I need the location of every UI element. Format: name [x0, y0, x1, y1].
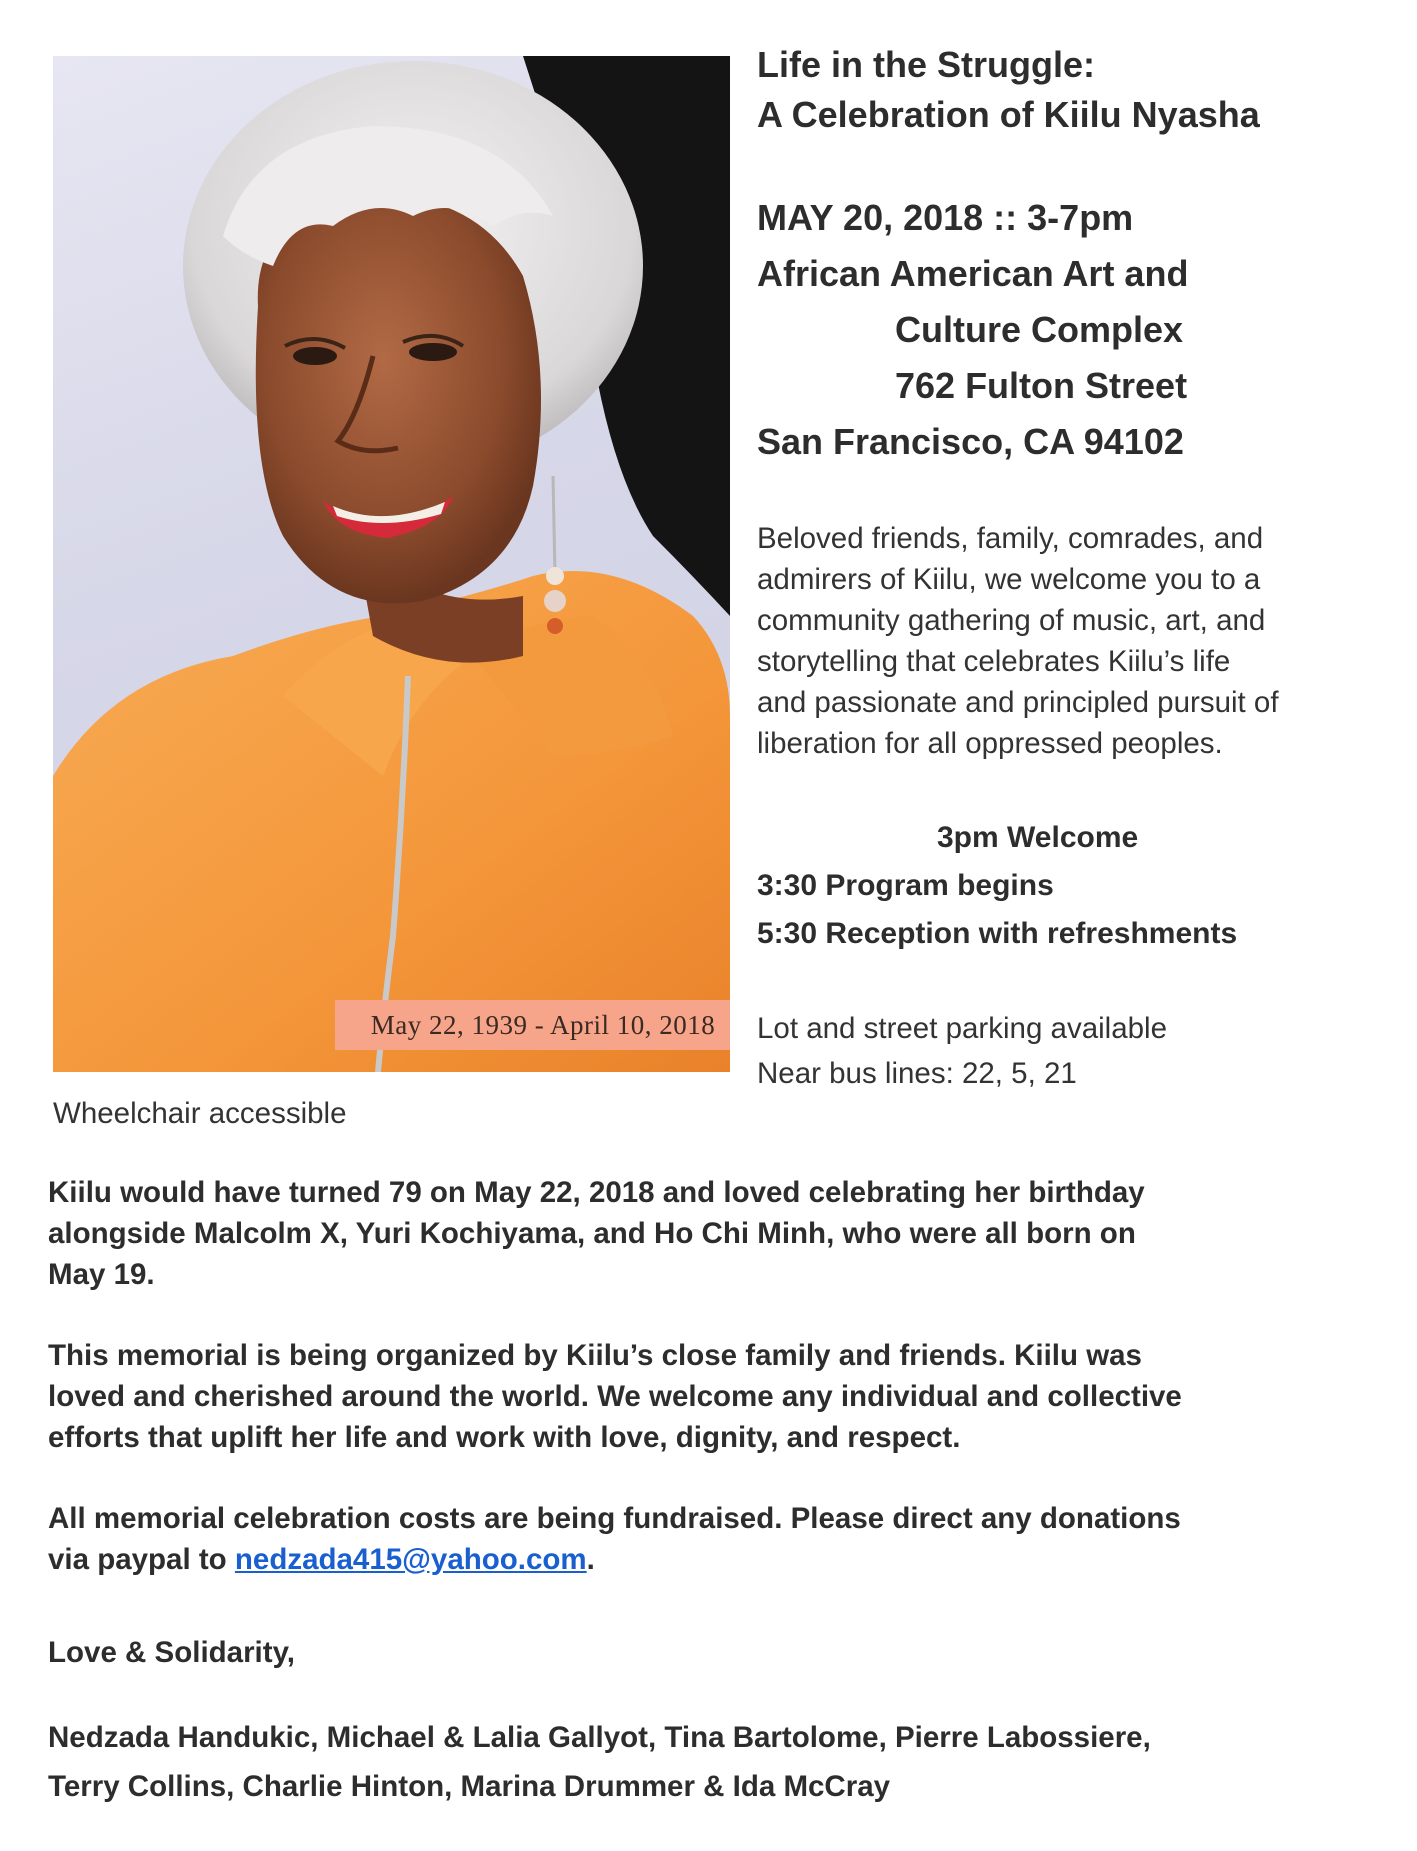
signers: [48, 1713, 1378, 1811]
intro-line: Beloved friends, family, comrades, and: [757, 522, 1264, 555]
donations-paragraph: [48, 1498, 1378, 1580]
donations-suffix: .: [586, 1543, 595, 1576]
parking-info: Lot and street parking available: [757, 1012, 1167, 1045]
donations-line: All memorial celebration costs are being fundraised. Please direct any donations: [48, 1502, 1181, 1535]
event-details-column: [757, 40, 1377, 1096]
accessibility-info: Wheelchair accessible: [53, 1097, 347, 1130]
portrait-photo: [53, 56, 730, 1072]
donations-prefix: via paypal to: [48, 1543, 235, 1576]
intro-line: storytelling that celebrates Kiilu’s life: [757, 645, 1231, 678]
organizers-line: efforts that uplift her life and work with love, dignity, and respect.: [48, 1421, 961, 1454]
signers-line: Terry Collins, Charlie Hinton, Marina Drummer & Ida McCray: [48, 1770, 891, 1803]
intro-line: and passionate and principled pursuit of: [757, 686, 1279, 719]
intro-line: community gathering of music, art, and: [757, 604, 1266, 637]
intro-paragraph: [757, 518, 1377, 764]
dates-caption: May 22, 1939 - April 10, 2018: [335, 1000, 730, 1050]
birthday-line: alongside Malcolm X, Yuri Kochiyama, and Ho Chi Minh, who were all born on: [48, 1217, 1136, 1250]
bus-info: Near bus lines: 22, 5, 21: [757, 1057, 1077, 1090]
event-title: [757, 40, 1377, 140]
venue-line: African American Art and: [757, 253, 1189, 294]
birthday-line: Kiilu would have turned 79 on May 22, 2018 and loved celebrating her birthday: [48, 1176, 1145, 1209]
organizers-line: loved and cherished around the world. We welcome any individual and collective: [48, 1380, 1182, 1413]
signoff: Love & Solidarity,: [48, 1636, 295, 1669]
title-line: A Celebration of Kiilu Nyasha: [757, 94, 1260, 135]
event-date-time: MAY 20, 2018 :: 3-7pm: [757, 197, 1134, 238]
title-line: Life in the Struggle:: [757, 44, 1095, 85]
schedule-item-welcome: 3pm Welcome: [937, 821, 1139, 854]
schedule: [757, 814, 1377, 958]
intro-line: liberation for all oppressed peoples.: [757, 727, 1223, 760]
venue-line: Culture Complex: [895, 309, 1184, 350]
organizers-line: This memorial is being organized by Kiilu’s close family and friends. Kiilu was: [48, 1339, 1142, 1372]
schedule-item-program: 3:30 Program begins: [757, 869, 1054, 902]
body-text: [48, 1172, 1378, 1851]
event-info: [757, 190, 1377, 470]
signers-line: Nedzada Handukic, Michael & Lalia Gallyot, Tina Bartolome, Pierre Labossiere,: [48, 1721, 1151, 1754]
logistics: [757, 1006, 1377, 1096]
address-line: 762 Fulton Street: [895, 365, 1188, 406]
intro-line: admirers of Kiilu, we welcome you to a: [757, 563, 1261, 596]
schedule-item-reception: 5:30 Reception with refreshments: [757, 917, 1238, 950]
portrait-illustration: [53, 56, 730, 1072]
organizers-paragraph: [48, 1335, 1378, 1458]
paypal-email-link[interactable]: nedzada415@yahoo.com: [234, 1543, 587, 1576]
birthday-line: May 19.: [48, 1258, 155, 1291]
birthday-paragraph: [48, 1172, 1378, 1295]
address-line: San Francisco, CA 94102: [757, 421, 1184, 462]
